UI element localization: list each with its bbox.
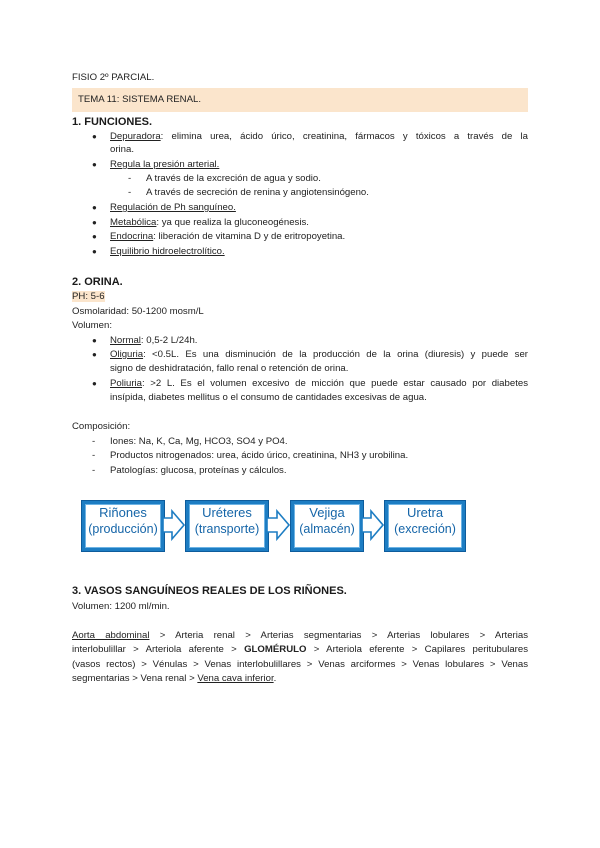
bullet-icon: ● <box>92 232 97 241</box>
volumen-line: Volumen: 1200 ml/min. <box>72 601 170 612</box>
list-item-equilibrio: Equilibrio hidroelectrolítico. <box>110 246 225 257</box>
osmolaridad-line: Osmolaridad: 50-1200 mosm/L <box>72 306 204 317</box>
ph-line: PH: 5-6 <box>72 291 105 302</box>
comp-item-nitrogenados: Productos nitrogenados: urea, ácido úrico, creatinina, NH3 y urobilina. <box>110 450 409 461</box>
sub-item-excrecion: A través de la excreción de agua y sodio. <box>146 173 321 184</box>
section-1-title: 1. FUNCIONES. <box>72 116 153 128</box>
flow-box-ureteres: Uréteres (transporte) <box>185 500 269 552</box>
list-item-poliuria-cont: insípida, diabetes mellitus o el consumo de cantidades excesivas de agua. <box>110 392 427 403</box>
arrow-icon <box>362 511 383 539</box>
dash-icon: - <box>128 173 132 184</box>
list-item-metabolica: Metabólica: ya que realiza la gluconeogénesis. <box>110 217 309 228</box>
list-item-poliuria: Poliuria: >2 L. Es el volumen excesivo de micción que puede estar causado por diabetes <box>110 378 528 389</box>
arrow-icon <box>163 511 184 539</box>
bullet-icon: ● <box>92 336 97 345</box>
section-2-title: 2. ORINA. <box>72 276 123 288</box>
comp-item-iones: Iones: Na, K, Ca, Mg, HCO3, SO4 y PO4. <box>110 436 288 447</box>
dash-icon: - <box>128 187 132 198</box>
dash-icon: - <box>92 465 96 476</box>
list-item-depuradora-cont: orina. <box>110 144 134 155</box>
dash-icon: - <box>92 450 96 461</box>
sub-item-renina: A través de secreción de renina y angiotensinógeno. <box>146 187 369 198</box>
composicion-label: Composición: <box>72 421 131 432</box>
bullet-icon: ● <box>92 132 97 141</box>
vasos-line-2: interlobulillar > Arteriola aferente > GLOMÉRULO > Arteriola eferente > Capilares peritubulares <box>72 644 528 655</box>
bullet-icon: ● <box>92 203 97 212</box>
list-item-oliguria: Oliguria: <0.5L. Es una disminución de la producción de la orina (diuresis) y puede ser <box>110 349 528 360</box>
list-item-endocrina: Endocrina: liberación de vitamina D y de eritropoyetina. <box>110 231 346 242</box>
arrow-icon <box>267 511 289 539</box>
comp-item-patologias: Patologías: glucosa, proteínas y cálculos. <box>110 465 287 476</box>
bullet-icon: ● <box>92 218 97 227</box>
vasos-line-4: segmentarias > Vena renal > Vena cava inferior. <box>72 673 277 684</box>
topic-title: TEMA 11: SISTEMA RENAL. <box>78 94 201 105</box>
flow-box-rinones: Riñones (producción) <box>81 500 165 552</box>
list-item-ph: Regulación de Ph sanguíneo. <box>110 202 236 213</box>
bullet-icon: ● <box>92 379 97 388</box>
flow-box-uretra: Uretra (excreción) <box>384 500 466 552</box>
doc-title: FISIO 2º PARCIAL. <box>72 72 155 83</box>
list-item-normal: Normal: 0,5-2 L/24h. <box>110 335 198 346</box>
list-item-oliguria-cont: signo de deshidratación, fallo renal o retención de orina. <box>110 363 349 374</box>
bullet-icon: ● <box>92 160 97 169</box>
section-3-title: 3. VASOS SANGUÍNEOS REALES DE LOS RIÑONES. <box>72 585 347 597</box>
flow-box-vejiga: Vejiga (almacén) <box>290 500 364 552</box>
bullet-icon: ● <box>92 350 97 359</box>
volumen-label: Volumen: <box>72 320 113 331</box>
vasos-line-3: (vasos rectos) > Vénulas > Venas interlobulillares > Venas arciformes > Venas lobulares > Venas <box>72 659 528 670</box>
dash-icon: - <box>92 436 96 447</box>
list-item-depuradora: Depuradora: elimina urea, ácido úrico, creatinina, fármacos y tóxicos a través de la <box>110 131 528 142</box>
bullet-icon: ● <box>92 247 97 256</box>
vasos-line-1: Aorta abdominal > Arteria renal > Arterias segmentarias > Arterias lobulares > Arterias <box>72 630 528 641</box>
list-item-presion: Regula la presión arterial. <box>110 159 220 170</box>
